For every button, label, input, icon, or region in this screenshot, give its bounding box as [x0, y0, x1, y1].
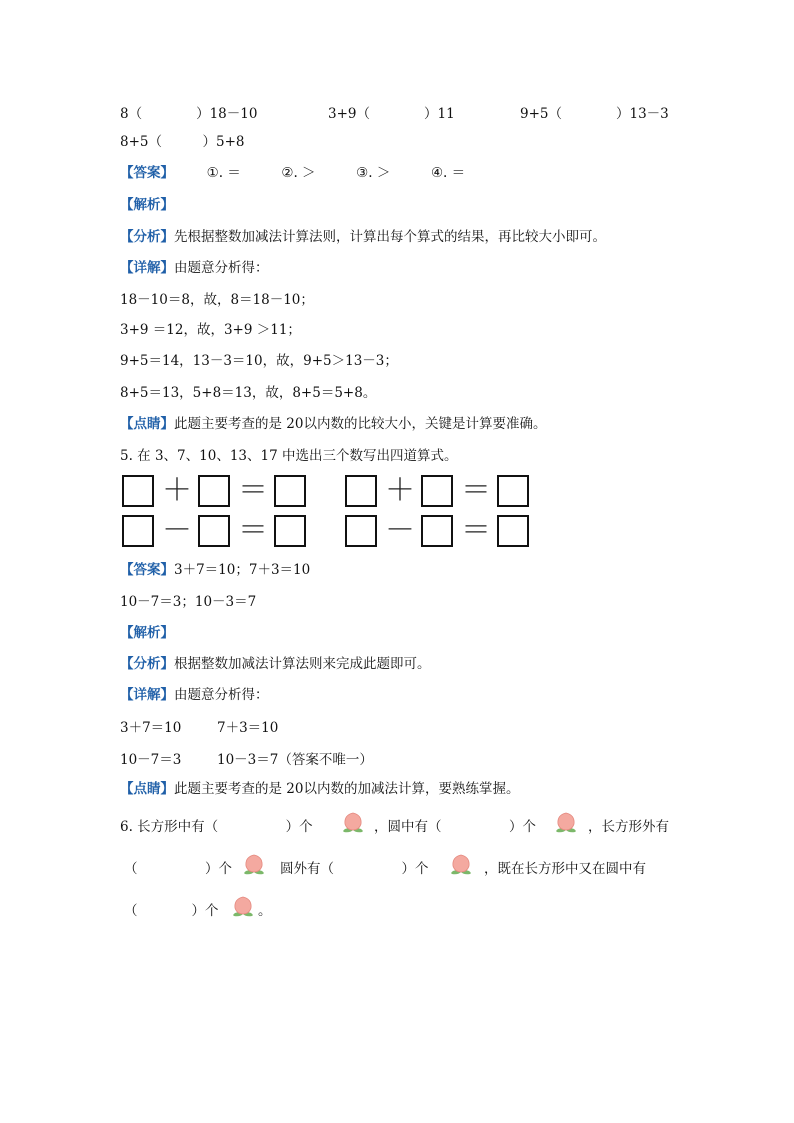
peach-icon: [553, 811, 579, 833]
minus-sign: －: [162, 513, 192, 548]
q5-answer-line-1: [120, 560, 310, 580]
plus-sign: ＋: [162, 473, 192, 508]
q4-detail: [120, 258, 269, 278]
peach-icon: [230, 895, 256, 917]
q4-step-1: 18－10＝8，故，8＝18－10；: [120, 292, 314, 308]
q5-step-1a: 3＋7＝10: [120, 720, 182, 736]
answer-1: ①. ＝: [206, 165, 241, 181]
answer-box[interactable]: [497, 475, 529, 507]
answer-box[interactable]: [421, 515, 453, 547]
answer-text-1: 3＋7＝10；7＋3＝10: [174, 562, 311, 578]
q6-line2-c: ，既在长方形中又在圆中有: [484, 861, 646, 877]
q5-fenxi: [120, 654, 431, 674]
minus-sign: －: [385, 513, 415, 548]
detail-tag: 【详解】: [120, 260, 174, 276]
answer-box[interactable]: [274, 475, 306, 507]
answer-2: ②. ＞: [281, 165, 316, 181]
answer-box[interactable]: [198, 475, 230, 507]
peach-icon: [241, 853, 267, 875]
q4-row1-c: 9+5（ ）13－3: [520, 106, 669, 122]
q4-step-3: 9+5＝14，13－3＝10，故，9+5＞13－3；: [120, 353, 398, 369]
q5-step-2a: 10－7＝3: [120, 752, 182, 768]
detail-tag: 【详解】: [120, 687, 174, 703]
answer-box[interactable]: [274, 515, 306, 547]
answer-tag: 【答案】: [120, 165, 174, 181]
q4-row1-a: 8（ ）18－10: [120, 106, 258, 122]
answer-4: ④. ＝: [430, 165, 466, 181]
equals-sign: ＝: [238, 513, 268, 548]
fenxi-text: 先根据整数加减法计算法则，计算出每个算式的结果，再比较大小即可。: [174, 229, 606, 245]
q4-row2: 8+5（ ）5+8: [120, 134, 245, 150]
q5-dianjing: [120, 779, 519, 799]
answer-3: ③. ＞: [356, 165, 391, 181]
q6-line2-b: 圆外有（ ）个: [280, 861, 429, 877]
answer-box[interactable]: [122, 515, 154, 547]
q4-step-2: 3+9 ＝12，故，3+9 ＞11；: [120, 322, 301, 338]
q4-answer-line: [120, 163, 465, 183]
equals-sign: ＝: [238, 473, 268, 508]
dianjing-tag: 【点睛】: [120, 781, 174, 797]
q5-step-2b: 10－3＝7（答案不唯一）: [217, 752, 373, 768]
q5-question: 5. 在 3、7、10、13、17 中选出三个数写出四道算式。: [120, 448, 458, 464]
q6-line3-a: （ ）个: [124, 903, 219, 919]
plus-sign: ＋: [385, 473, 415, 508]
dianjing-text: 此题主要考查的是 20以内数的加减法计算，要熟练掌握。: [174, 781, 520, 797]
detail-text: 由题意分析得：: [174, 687, 269, 703]
answer-box[interactable]: [497, 515, 529, 547]
answer-box[interactable]: [122, 475, 154, 507]
q5-answer-line-2: 10－7＝3；10－3＝7: [120, 594, 257, 610]
q4-dianjing: [120, 414, 546, 434]
answer-box[interactable]: [345, 515, 377, 547]
answer-tag: 【答案】: [120, 562, 174, 578]
detail-text: 由题意分析得：: [174, 260, 269, 276]
fenxi-tag: 【分析】: [120, 229, 174, 245]
analysis-tag: 【解析】: [120, 197, 174, 213]
fenxi-tag: 【分析】: [120, 656, 174, 672]
q6-line3-b: 。: [258, 903, 272, 919]
peach-icon: [448, 853, 474, 875]
q4-row1-b: 3+9（ ）11: [328, 106, 455, 122]
q5-detail: [120, 685, 269, 705]
dianjing-tag: 【点睛】: [120, 416, 174, 432]
answer-box[interactable]: [421, 475, 453, 507]
q5-step-1b: 7＋3＝10: [217, 720, 279, 736]
fenxi-text: 根据整数加减法计算法则来完成此题即可。: [174, 656, 431, 672]
equals-sign: ＝: [461, 513, 491, 548]
peach-icon: [340, 811, 366, 833]
analysis-tag: 【解析】: [120, 625, 174, 641]
q4-fenxi: [120, 227, 606, 247]
answer-box[interactable]: [345, 475, 377, 507]
q6-line1-b: ，圆中有（ ）个: [374, 819, 536, 835]
answer-box[interactable]: [198, 515, 230, 547]
q4-step-4: 8+5＝13，5+8＝13，故，8+5＝5+8。: [120, 385, 377, 401]
dianjing-text: 此题主要考查的是 20以内数的比较大小，关键是计算要准确。: [174, 416, 547, 432]
q6-line1-a: 6. 长方形中有（ ）个: [120, 819, 313, 835]
q6-line1-c: ，长方形外有: [588, 819, 669, 835]
q6-line2-a: （ ）个: [124, 861, 232, 877]
equals-sign: ＝: [461, 473, 491, 508]
